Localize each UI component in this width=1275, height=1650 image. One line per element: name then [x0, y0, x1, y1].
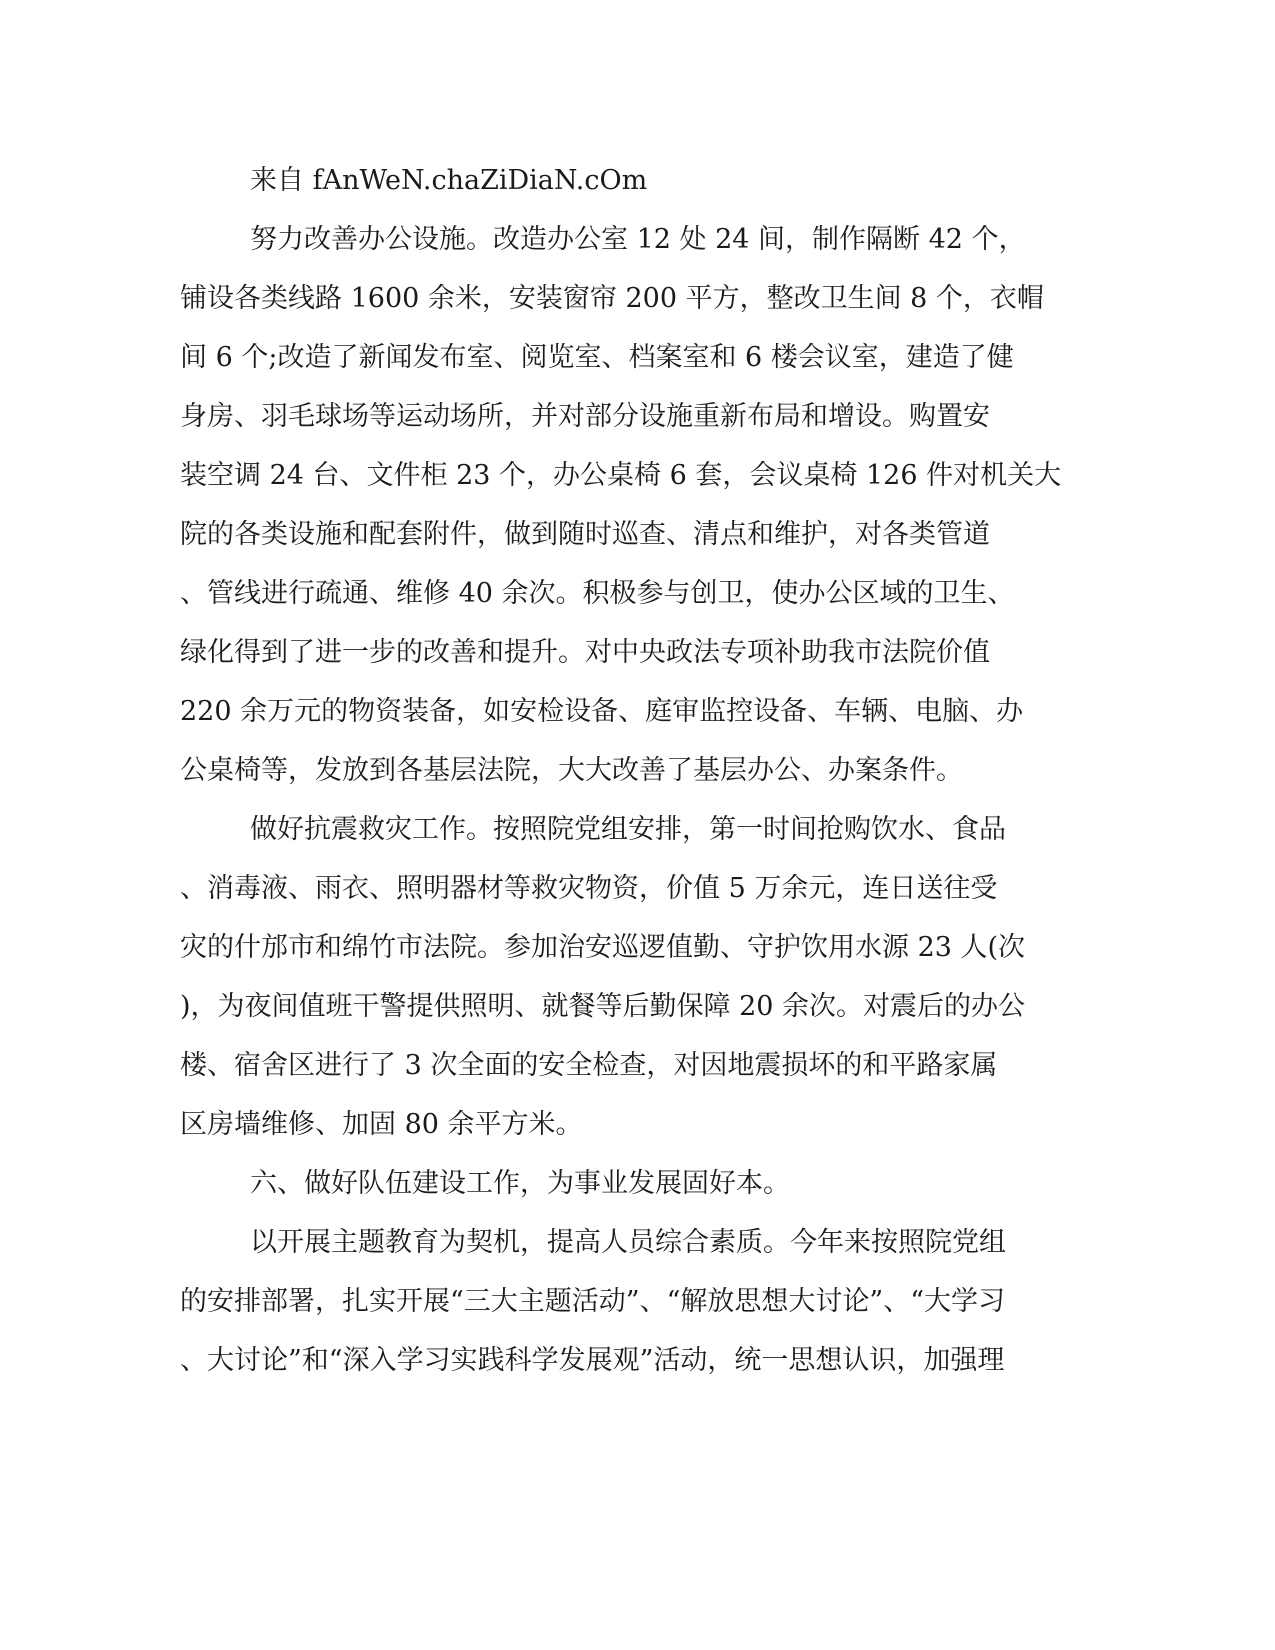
paragraph-line: 灾的什邡市和绵竹市法院。参加治安巡逻值勤、守护饮用水源 23 人(次 [180, 932, 1026, 963]
paragraph-line: 间 6 个;改造了新闻发布室、阅览室、档案室和 6 楼会议室，建造了健 [180, 342, 1014, 373]
paragraph-line: 做好抗震救灾工作。按照院党组安排，第一时间抢购饮水、食品 [250, 814, 1006, 845]
paragraph-line: 院的各类设施和配套附件，做到随时巡查、清点和维护，对各类管道 [180, 519, 990, 550]
paragraph-line: 楼、宿舍区进行了 3 次全面的安全检查，对因地震损坏的和平路家属 [180, 1050, 998, 1081]
paragraph-line: 以开展主题教育为契机，提高人员综合素质。今年来按照院党组 [250, 1227, 1006, 1258]
paragraph-line: 、消毒液、雨衣、照明器材等救灾物资，价值 5 万余元，连日送往受 [180, 873, 998, 904]
paragraph-line: 装空调 24 台、文件柜 23 个，办公桌椅 6 套，会议桌椅 126 件对机关大 [180, 460, 1062, 491]
paragraph-line: 、管线进行疏通、维修 40 余次。积极参与创卫，使办公区域的卫生、 [180, 578, 1015, 609]
paragraph-line: 绿化得到了进一步的改善和提升。对中央政法专项补助我市法院价值 [180, 637, 990, 668]
paragraph-line: )，为夜间值班干警提供照明、就餐等后勤保障 20 余次。对震后的办公 [180, 991, 1026, 1022]
paragraph-line: 铺设各类线路 1600 余米，安装窗帘 200 平方，整改卫生间 8 个，衣帽 [180, 283, 1044, 314]
paragraph-line: 公桌椅等，发放到各基层法院，大大改善了基层办公、办案条件。 [180, 755, 963, 786]
paragraph-line: 、大讨论”和“深入学习实践科学发展观”活动，统一思想认识，加强理 [180, 1345, 1005, 1376]
source-line: 来自 fAnWeN.chaZiDiaN.cOm [250, 165, 648, 196]
section-heading: 六、做好队伍建设工作，为事业发展固好本。 [250, 1168, 790, 1199]
paragraph-line: 努力改善办公设施。改造办公室 12 处 24 间，制作隔断 42 个， [250, 224, 1026, 255]
paragraph-line: 身房、羽毛球场等运动场所，并对部分设施重新布局和增设。购置安 [180, 401, 990, 432]
paragraph-line: 区房墙维修、加固 80 余平方米。 [180, 1109, 583, 1140]
paragraph-line: 220 余万元的物资装备，如安检设备、庭审监控设备、车辆、电脑、办 [180, 696, 1024, 727]
paragraph-line: 的安排部署，扎实开展“三大主题活动”、“解放思想大讨论”、“大学习 [180, 1286, 1006, 1317]
